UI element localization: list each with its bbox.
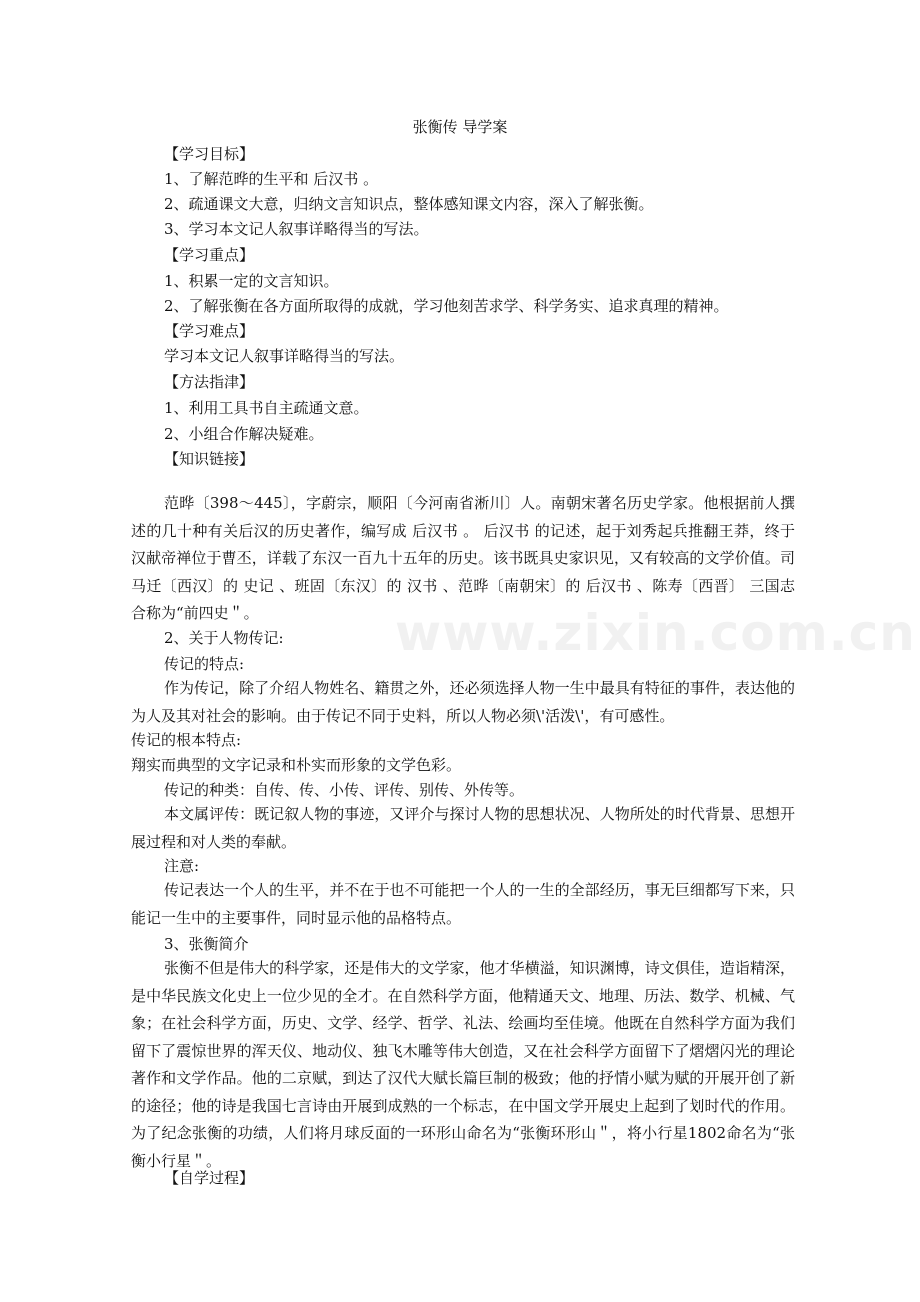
zhangheng-paragraph: 张衡不但是伟大的科学家，还是伟大的文学家，他才华横溢，知识渊博，诗文俱佳，造诣精深，是中华民族文化史上一位少见的全才。在自然科学方面，他精通天文、地理、历法、数学、机械、气象；在社会科学方面，历史、文学、经学、哲学、礼法、绘画均至佳境。他既在自然科学方面为我们留下了震惊世界的浑天仪、地动仪、独飞木雕等伟大创造，又在社会科学方面留下了熠熠闪光的理论著作和文学作品。他的二京赋，到达了汉代大赋长篇巨制的极致；他的抒情小赋为赋的开展开创了新的途径；他的诗是我国七言诗由开展到成熟的一个标志，在中国文学开展史上起到了划时代的作用。为了纪念张衡的功绩，人们将月球反面的一环形山命名为“张衡环形山＂，将小行星1802命名为“张衡小行星＂。: [131, 959, 795, 1170]
note-paragraph: 传记表达一个人的生平，并不在于也不可能把一个人的一生的全部经历，事无巨细都写下来，只能记一生中的主要事件，同时显示他的品格特点。: [131, 881, 795, 927]
method-heading: 【方法指津】: [164, 373, 255, 391]
goal-item: 2、疏通课文大意，归纳文言知识点，整体感知课文内容，深入了解张衡。: [164, 195, 654, 213]
goals-heading: 【学习目标】: [164, 145, 255, 163]
difficulty-heading: 【学习难点】: [164, 322, 255, 340]
note-label: 注意:: [164, 857, 200, 875]
focus-heading: 【学习重点】: [164, 246, 255, 264]
page-title: 张衡传 导学案: [412, 118, 508, 136]
bio-features-paragraph: 作为传记，除了介绍人物姓名、籍贯之外，还必须选择人物一生中最具有特征的事件，表达他的为人及其对社会的影响。由于传记不同于史料，所以人物必须\'活泼\'，有可感性。: [131, 679, 795, 725]
goal-item: 1、了解范晔的生平和 后汉书 。: [164, 170, 379, 188]
focus-item: 2、了解张衡在各方面所取得的成就，学习他刻苦求学、科学务实、追求真理的精神。: [164, 297, 729, 315]
difficulty-text: 学习本文记人叙事详略得当的写法。: [164, 347, 405, 365]
zhangheng-heading: 3、张衡简介: [164, 935, 249, 953]
bio-basic-text: 翔实而典型的文字记录和朴实而形象的文学色彩。: [131, 756, 462, 774]
watermark: www.zixin.com.cn: [395, 604, 916, 662]
method-item: 1、利用工具书自主疏通文意。: [164, 399, 369, 417]
method-item: 2、小组合作解决疑难。: [164, 425, 324, 443]
bio-this-paragraph: 本文属评传：既记叙人物的事迹，又评介与探讨人物的思想状况、人物所处的时代背景、思想开展过程和对人类的奉献。: [131, 805, 795, 851]
bio-features-label: 传记的特点:: [164, 655, 245, 673]
self-study-heading: 【自学过程】: [164, 1169, 255, 1187]
knowledge-heading: 【知识链接】: [164, 450, 255, 468]
goal-item: 3、学习本文记人叙事详略得当的写法。: [164, 220, 429, 238]
bio-heading: 2、关于人物传记:: [164, 629, 284, 647]
bio-types-paragraph: 传记的种类：自传、传、小传、评传、别传、外传等。: [164, 781, 525, 799]
fan-ye-paragraph: 范晔〔398～445〕，字蔚宗，顺阳〔今河南省淅川〕人。南朝宋著名历史学家。他根据前人撰述的几十种有关后汉的历史著作，编写成 后汉书 。 后汉书 的记述，起于刘秀起兵推翻王莽，终于汉献帝禅位于曹丕，详载了东汉一百九十五年的历史。该书既具史家识见，又有较高的文学价值。司马迁〔西汉〕的 史记 、班固〔东汉〕的 汉书 、范晔〔南朝宋〕的 后汉书 、陈寿〔西晋〕 三国志 合称为“前四史＂。: [131, 494, 795, 622]
bio-basic-label: 传记的根本特点:: [131, 731, 242, 749]
focus-item: 1、积累一定的文言知识。: [164, 272, 339, 290]
